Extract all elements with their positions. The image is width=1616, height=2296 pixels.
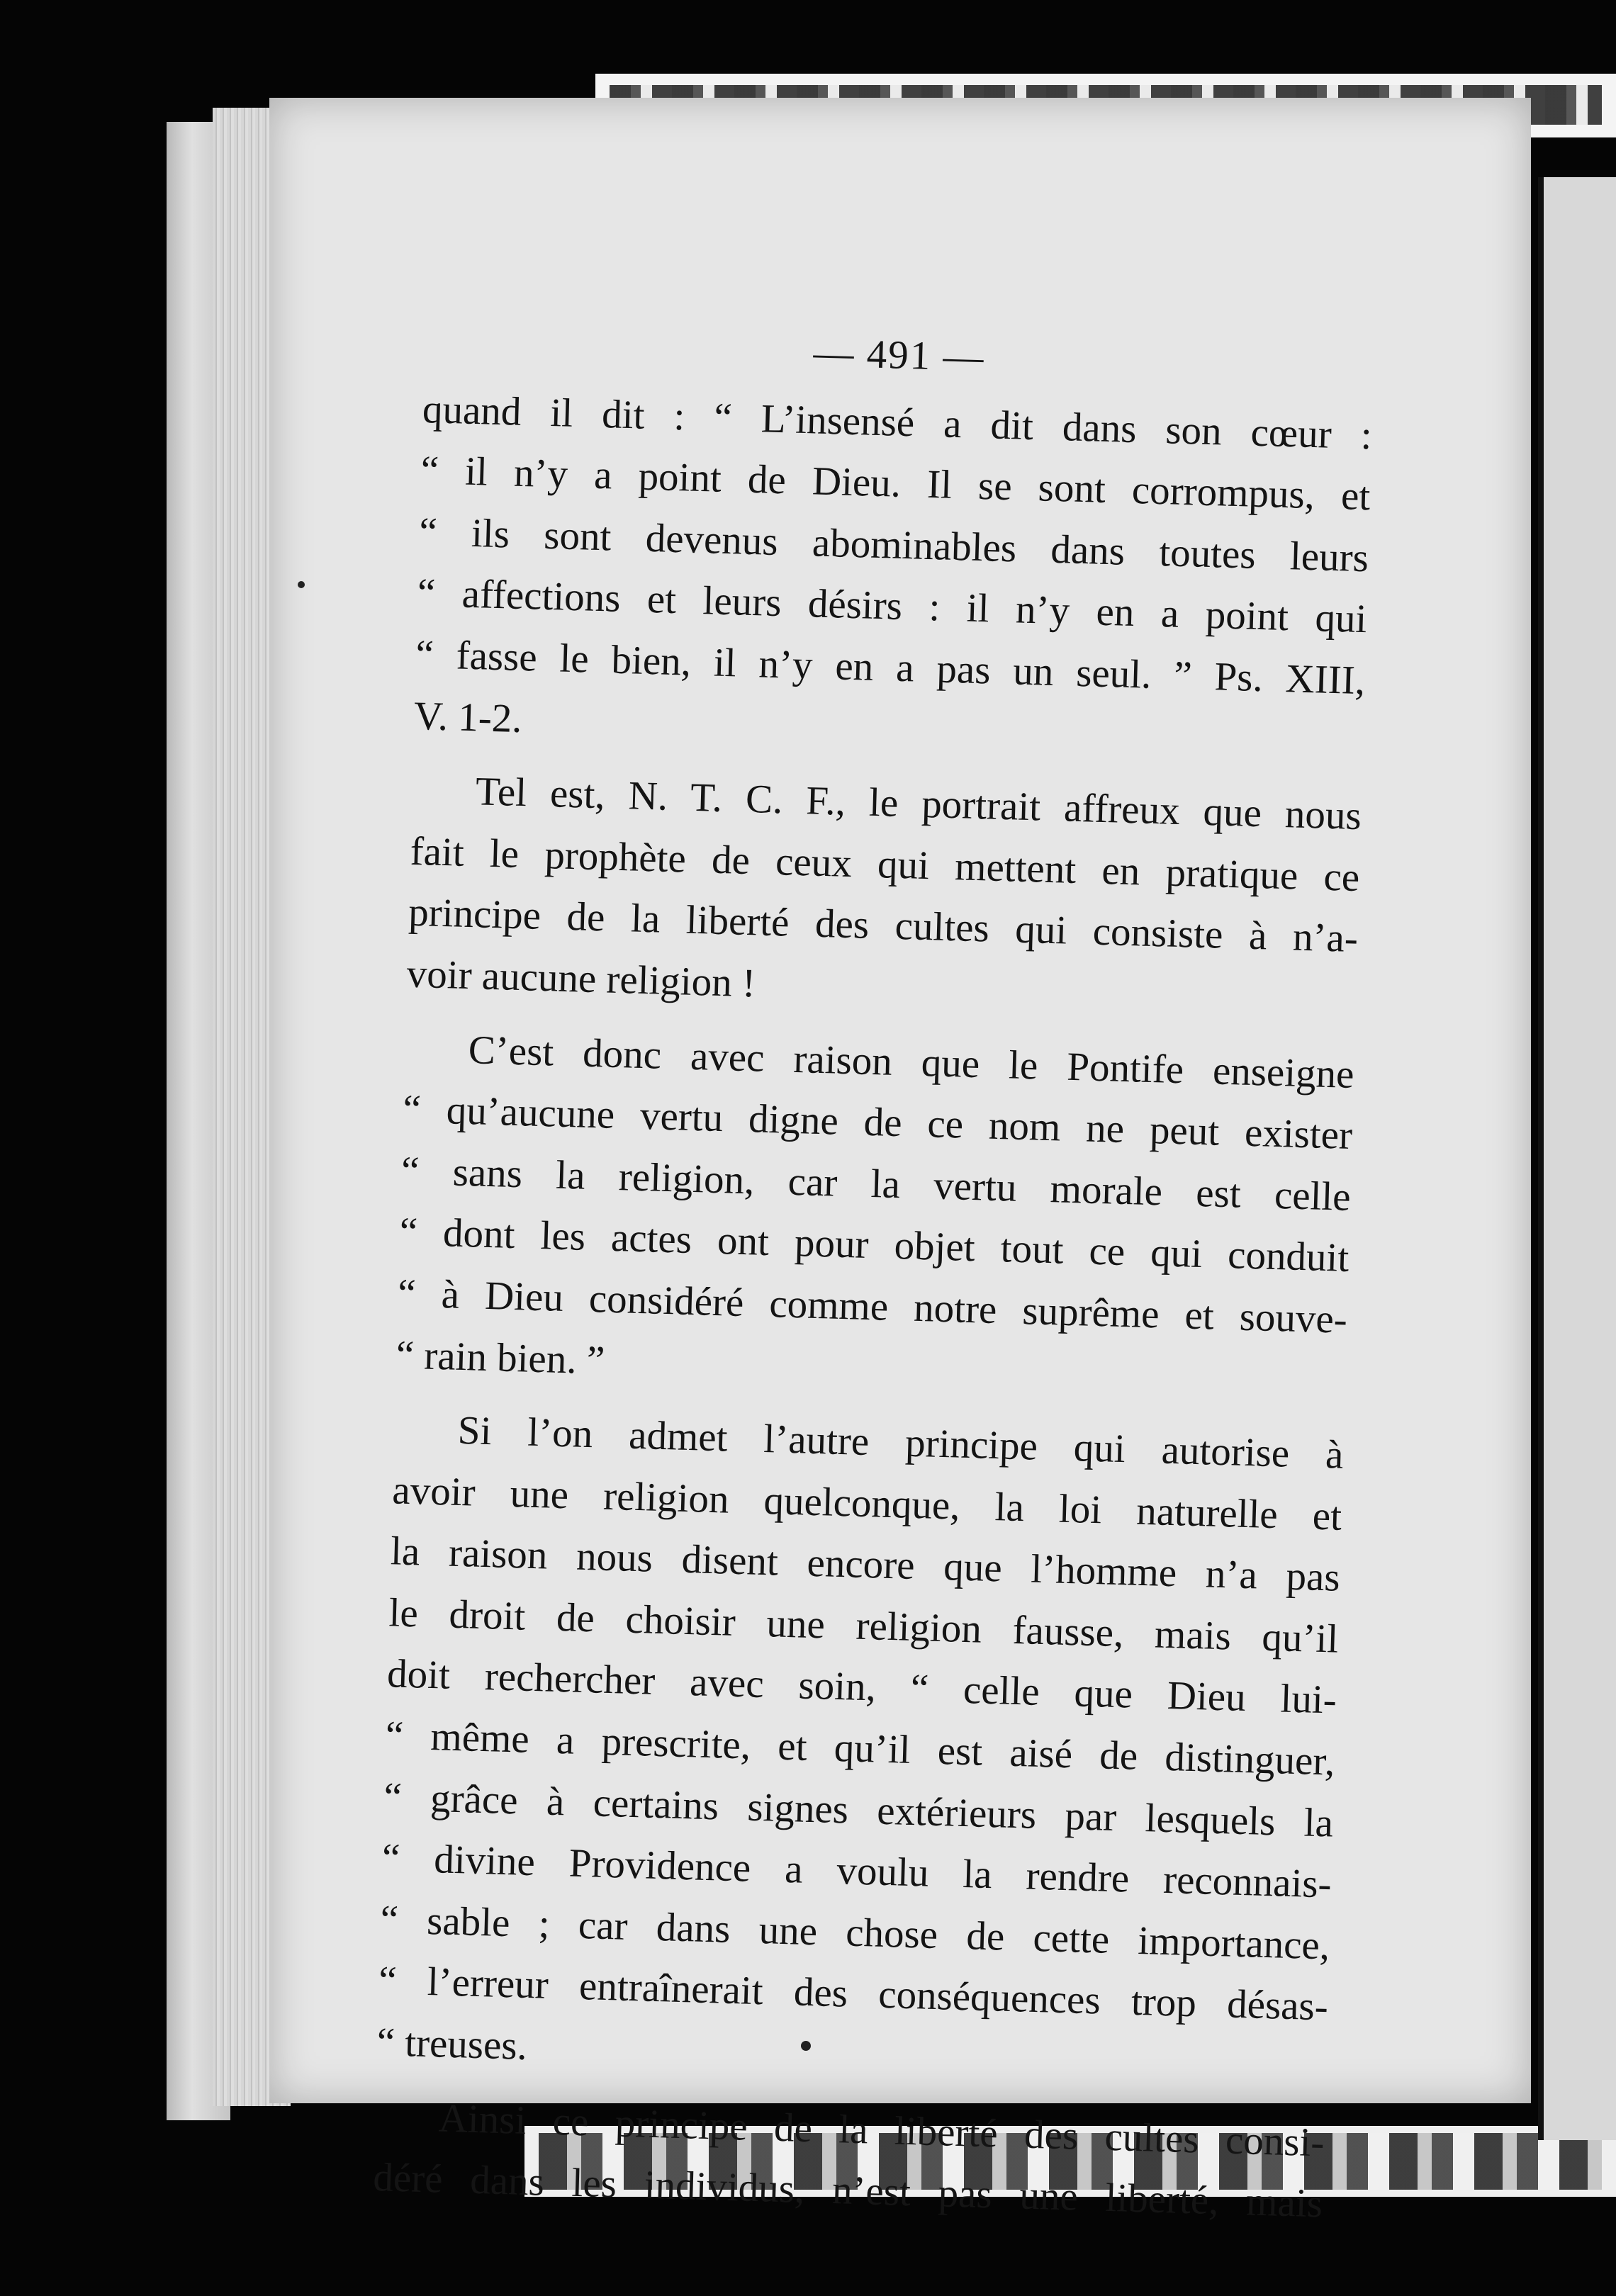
text-line: C’est donc avec raison que le Pontife enseigne [468, 1027, 1355, 1097]
page-number: — 491 — [812, 330, 986, 381]
facing-page-edge [1538, 177, 1616, 2140]
text-line: “ ils sont devenus abominables dans toutes leurs [418, 509, 1369, 581]
paragraph-4 [376, 1398, 1345, 2100]
page-text [372, 312, 1374, 2235]
paper-speck [801, 2041, 811, 2051]
text-line: doit rechercher avec soin, “ celle que Dieu lui- [386, 1651, 1337, 1723]
text-line: fait le prophète de ceux qui mettent en pratique ce [409, 828, 1361, 900]
text-line: “ grâce à certains signes extérieurs par lesquels la [383, 1774, 1334, 1846]
text-line: Si l’on admet l’autre principe qui autorise à [457, 1408, 1345, 1478]
text-line: “ treuses. [376, 2020, 528, 2069]
text-line: “ fasse le bien, il n’y en a pas un seul. ” Ps. XIII, [415, 631, 1366, 704]
text-line: déré dans les individus, n’est pas une liberté, mais [372, 2155, 1323, 2227]
text-line: principe de la liberté des cultes qui consiste à n’a- [408, 890, 1359, 962]
text-line: avoir une religion quelconque, la loi naturelle et [391, 1468, 1342, 1539]
text-line: “ même a prescrite, et qu’il est aisé de distinguer, [385, 1713, 1336, 1784]
text-line: le droit de choisir une religion fausse, mais qu’il [388, 1590, 1340, 1662]
text-line: “ il n’y a point de Dieu. Il se sont corrompus, et [420, 448, 1371, 519]
text-line: quand il dit : “ L’insensé a dit dans son cœur : [422, 386, 1373, 458]
text-line: la raison nous disent encore que l’homme n’a pas [390, 1529, 1341, 1601]
text-line: “ dont les actes ont pour objet tout ce qui conduit [398, 1209, 1350, 1281]
text-line: V. 1-2. [413, 693, 523, 741]
text-line: “ divine Providence a voulu la rendre reconnais- [381, 1835, 1332, 1907]
text-line: Tel est, N. T. C. F., le portrait affreux que nous [475, 769, 1362, 839]
paragraph-5 [372, 2086, 1325, 2236]
text-line: voir aucune religion ! [406, 951, 756, 1006]
text-line: “ rain bien. ” [395, 1332, 606, 1383]
paper-speck [298, 581, 305, 588]
text-line: “ à Dieu considéré comme notre suprême et souve- [397, 1271, 1348, 1342]
text-line: Ainsi ce principe de la liberté des cultes consi- [437, 2095, 1325, 2166]
text-line: “ affections et leurs désirs : il n’y en a point qui [417, 570, 1368, 642]
text-line: “ qu’aucune vertu digne de ce nom ne peut exister [402, 1086, 1353, 1159]
text-line: “ l’erreur entraînerait des conséquences trop désas- [378, 1958, 1329, 2030]
text-line: “ sans la religion, car la vertu morale est celle [400, 1148, 1352, 1220]
paragraph-2 [406, 760, 1362, 1032]
paragraph-1 [413, 379, 1373, 774]
paragraph-3 [395, 1018, 1355, 1412]
text-line: “ sable ; car dans une chose de cette importance, [379, 1896, 1330, 1969]
